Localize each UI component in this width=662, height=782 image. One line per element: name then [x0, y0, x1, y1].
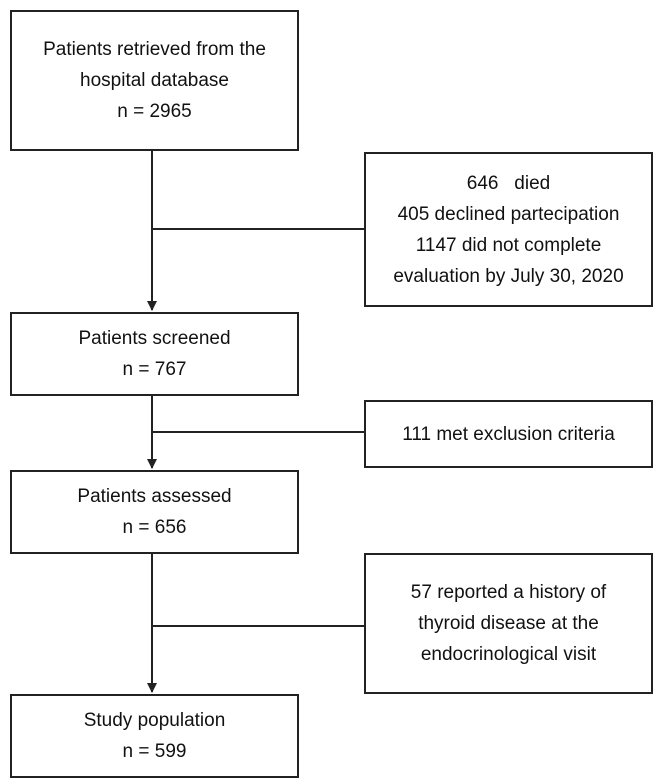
box-line: Patients screened [78, 328, 231, 349]
box-excluded-thyroid-history [364, 553, 653, 694]
box-study-population [10, 694, 299, 778]
box-patients-screened [10, 312, 299, 396]
box-line: endocrinological visit [420, 644, 597, 665]
box-line: n = 767 [122, 359, 187, 380]
box-line: n = 2965 [117, 101, 192, 122]
box-line: 1147 did not complete [415, 234, 602, 256]
box-line: n = 599 [122, 741, 187, 762]
box-line: evaluation by July 30, 2020 [393, 265, 624, 287]
box-line: thyroid disease at the [418, 613, 599, 634]
box-line: hospital database [80, 70, 229, 91]
box-excluded-died-declined-incomplete [364, 152, 653, 307]
box-patients-assessed [10, 470, 299, 554]
box-patients-retrieved [10, 10, 299, 151]
box-line: Patients assessed [77, 486, 232, 507]
box-line: 57 reported a history of [410, 582, 607, 603]
box-line: 111 met exclusion criteria [402, 423, 615, 445]
box-line: Study population [83, 710, 226, 731]
box-line: 646 died [466, 172, 551, 194]
box-line: Patients retrieved from the [43, 39, 266, 60]
box-excluded-exclusion-criteria [364, 400, 653, 468]
box-line: 405 declined partecipation [397, 203, 620, 225]
box-line: n = 656 [122, 517, 187, 538]
